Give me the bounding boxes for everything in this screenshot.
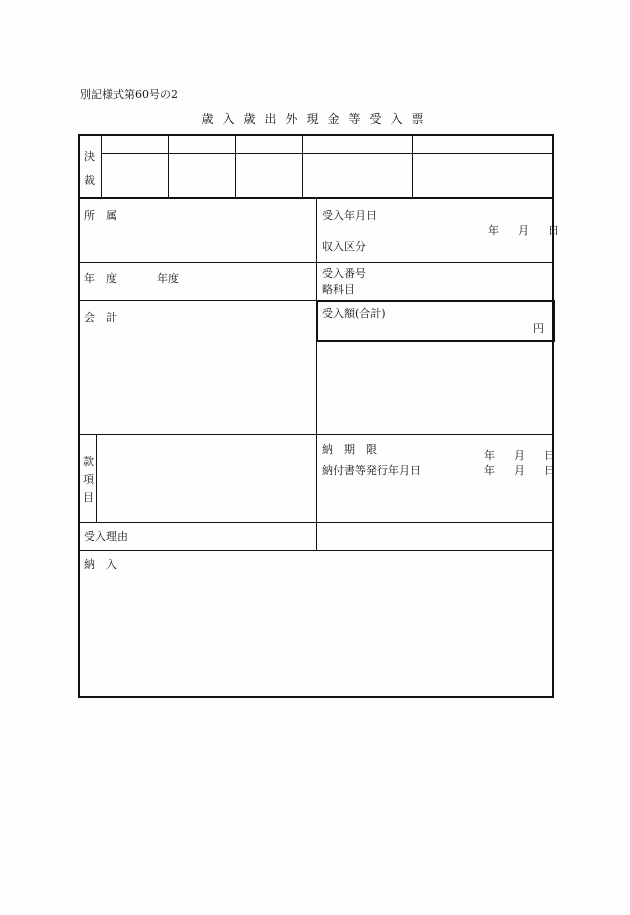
row-line-5	[79, 550, 554, 551]
row-line-1	[79, 262, 554, 263]
approval-divider-4	[412, 135, 413, 198]
items-label-2: 項	[83, 473, 94, 486]
main-vertical-divider	[316, 199, 317, 551]
fiscal-year-label: 年 度	[84, 272, 117, 285]
fiscal-year-suffix: 年度	[157, 272, 179, 285]
invoice-issue-date-units: 年 月 日	[484, 464, 559, 477]
row-line-4	[79, 522, 554, 523]
receipt-date-units: 年 月 日	[488, 224, 563, 237]
approval-label-1: 決	[84, 150, 95, 163]
due-date-label: 納 期 限	[322, 443, 377, 456]
abbreviated-subject-label: 略科目	[322, 283, 355, 296]
approval-divider-3	[302, 135, 303, 198]
receipt-number-label: 受入番号	[322, 267, 366, 280]
accounting-label: 会 計	[84, 311, 117, 324]
receipt-reason-label: 受入理由	[84, 530, 128, 543]
due-date-units: 年 月 日	[484, 449, 559, 462]
approval-label-2: 裁	[84, 174, 95, 187]
approval-divider-1	[168, 135, 169, 198]
row-line-3	[79, 434, 554, 435]
form-number: 別記様式第60号の2	[80, 88, 178, 101]
payment-label: 納 入	[84, 558, 117, 571]
items-label-3: 目	[83, 491, 94, 504]
approval-column-divider	[101, 135, 102, 198]
receipt-date-label: 受入年月日	[322, 209, 377, 222]
items-label-divider	[96, 435, 97, 522]
invoice-issue-date-label: 納付書等発行年月日	[322, 464, 421, 477]
items-label-1: 款	[83, 455, 94, 468]
total-amount-label: 受入額(合計)	[322, 307, 386, 320]
income-category-label: 収入区分	[322, 240, 366, 253]
approval-divider-2	[235, 135, 236, 198]
affiliation-label: 所 属	[84, 209, 117, 222]
page-title: 歳入歳出外現金等受入票	[201, 112, 433, 126]
total-amount-unit: 円	[533, 322, 544, 335]
